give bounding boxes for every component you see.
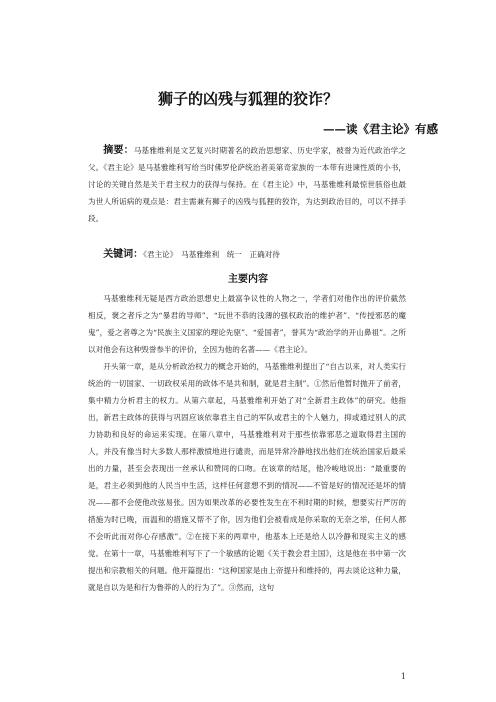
page-number: 1 <box>400 672 406 681</box>
keywords-text: 《君主论》 马基雅维利 统一 正确对待 <box>143 250 280 259</box>
abstract <box>88 142 406 227</box>
keywords-label: 关键词： <box>103 249 144 260</box>
keywords <box>88 246 406 263</box>
page-subtitle: ——读《君主论》有感 <box>323 122 438 136</box>
abstract-text: 马基雅维利是文艺复兴时期著名的政治思想家、历史学家，被誉为近代政治学之父。《君主论》是马基雅维利写给当时佛罗伦萨统治者美第奇家族的一本带有进谏性质的小书，讨论的关键自然是关于君主权力的获得与保持。在《君主论》中，马基雅维利最惊世骇俗也最为世人所诟病的观点是：君主需兼有狮子的凶残与狐狸的狡诈，为达到政治目的，可以不择手段。 <box>88 146 407 223</box>
section-title: 主要内容 <box>228 274 268 285</box>
page-title: 狮子的凶残与狐狸的狡诈？ <box>157 90 338 108</box>
body-text <box>88 290 406 596</box>
abstract-label: 摘要： <box>103 145 134 156</box>
paragraph: 开头第一章，是从分析政治权力的概念开始的，马基雅维利提出了“自古以来，对人类实行统治的一切国家、一切政权采用的政体不是共和制，就是君主制”。①然后他暂时抛开了前者，集中精力分析君主的权力。从第六章起，马基雅维利开始了对“全新君主政体”的研究。他指出，新君主政体的获得与巩固应该依靠君主自己的军队或君主的个人魅力，抑或通过别人的武力协助和良好的命运来实现。在第八章中，马基雅维利对于那些依靠邪恶之道取得君主国的人，并没有像当时大多数人那样激愤地进行谴责，而是异常冷静地找出他们在统治国家后最采出的力量，甚至会表现出一丝承认和赞同的口吻。在该章的结尾，他冷峻地说出：“最重要的是，君主必须到他的人民当中生活，这样任何意想不到的情况——不管是好的情况还是坏的情况——都不会使他改弦易张。因为如果改革的必要性发生在不利时期的时候，想要实行严厉的措施为时已晚，而温和的措施又帮不了你，因为他们会被看成是你采取的无奈之举，任何人都不会听此而对你心存感激”。②在接下来的两章中，他基本上还是给人以冷静和现实主义的感觉。在第十一章，马基雅维利写下了一个敏感的论题《关于教会君主国》，这是他在书中第一次提出和宗教相关的问题。他开篇提出：“这种国家是由上帝提升和维持的，再去谈论这种力量，就是自以为是和行为鲁莽的人的行为了”。③然而，这句 <box>88 362 406 592</box>
paragraph: 马基雅维利无疑是西方政治思想史上最富争议性的人物之一，学者们对他作出的评价截然相反，褒之者斥之为“暴君的导师”、“玩世不恭的浅薄的强权政治的维护者”、“传授邪恶的魔鬼”，爱之者尊之为“民族主义国家的理论先驱”、“爱国者”，誉其为“政治学的开山鼻祖”。之所以对他会有这种毁誉参半的评价，全因为他的名著——《君主论》。 <box>88 294 406 354</box>
